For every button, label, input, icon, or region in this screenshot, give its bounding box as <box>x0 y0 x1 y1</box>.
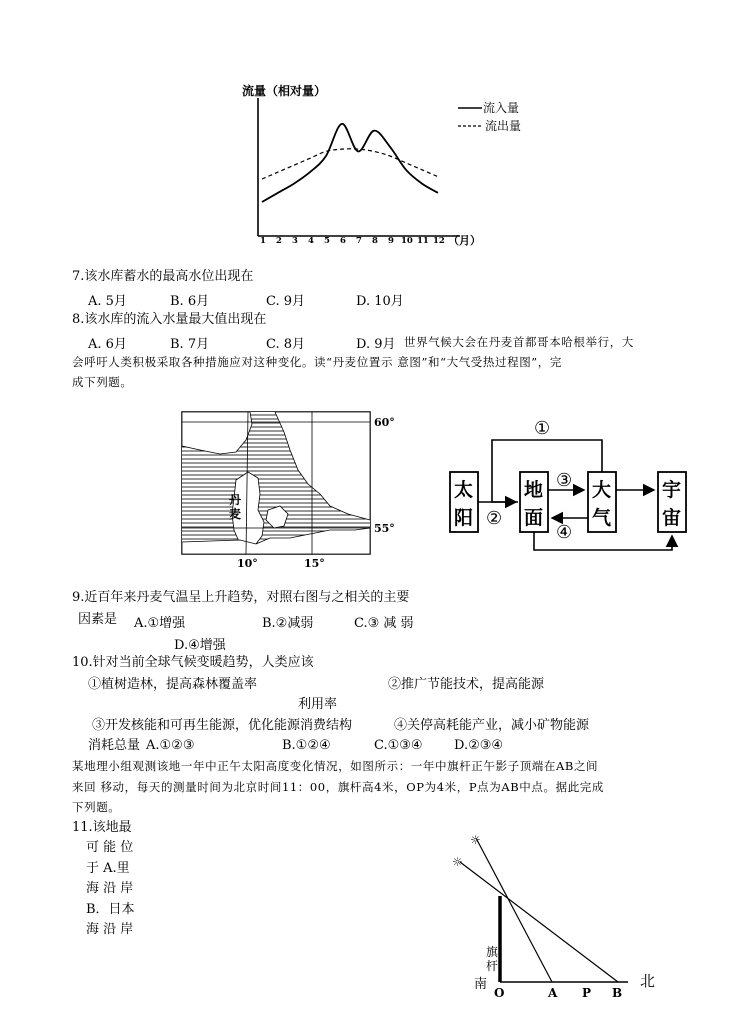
q8-option-a: A. 6月 <box>88 337 127 352</box>
arrow-1-label: ① <box>534 418 551 439</box>
q9-line1: 9.近百年来丹麦气温呈上升趋势，对照右图与之相关的主要 <box>72 590 410 605</box>
q10-option-c: C.①③④ <box>374 738 423 753</box>
q8-option-d: D. 9月 <box>356 337 396 352</box>
arrow-4-label: ④ <box>556 522 573 543</box>
q11-line2: 可 能 位 <box>86 840 134 855</box>
x-tick-label: 4 <box>308 236 314 246</box>
lon-15-label: 15° <box>304 557 325 570</box>
x-tick-label: 12 <box>433 236 445 246</box>
x-tick-label: 2 <box>276 236 282 246</box>
x-tick-label: 1 <box>260 236 266 246</box>
pole-label-1: 旗 <box>486 945 499 959</box>
arrow-2-label: ② <box>486 508 503 529</box>
flagpole-shadow-diagram <box>448 826 668 998</box>
q7-option-d: D. 10月 <box>356 294 404 309</box>
sun-label-1: 太 <box>454 479 474 501</box>
flow-chart <box>238 80 538 250</box>
q9-prefix: 因素是 <box>78 612 118 627</box>
q7-option-c: C. 9月 <box>266 294 306 309</box>
sun-ray-low <box>460 862 618 982</box>
space-label-1: 宇 <box>662 479 682 501</box>
q10-item-2-cont: 利用率 <box>298 697 338 712</box>
q10-option-b: B.①②④ <box>282 738 331 753</box>
q8-stem: 8.该水库的流入水量最大值出现在 <box>72 312 267 327</box>
arrow-3-label: ③ <box>556 470 573 491</box>
x-tick-label: 3 <box>292 236 298 246</box>
passage1-line1: 世界气候大会在丹麦首都哥本哈根举行，大 <box>404 335 634 349</box>
point-o: O <box>494 986 505 998</box>
q9-option-c: C.③ 减 弱 <box>354 616 414 631</box>
pole-label-2: 杆 <box>486 959 499 973</box>
passage2-line3: 下列题。 <box>72 800 121 814</box>
north-label: 北 <box>640 972 656 990</box>
q8-option-c: C. 8月 <box>266 337 306 352</box>
legend-inflow-label: 流入量 <box>483 101 520 115</box>
q10-option-d: D.②③④ <box>454 738 504 753</box>
south-label: 南 <box>474 977 488 992</box>
q10-item-3: ③开发核能和可再生能源，优化能源消费结构 <box>92 718 353 733</box>
arrow-ground-space <box>534 532 672 550</box>
q8-option-b: B. 7月 <box>170 337 210 352</box>
lon-10-label: 10° <box>237 557 258 570</box>
ground-label-2: 面 <box>524 507 544 529</box>
x-tick-label: 8 <box>372 236 378 246</box>
q9-option-d: D.④增强 <box>174 638 226 653</box>
sun-label-2: 阳 <box>454 507 474 529</box>
q7-stem: 7.该水库蓄水的最高水位出现在 <box>72 269 254 284</box>
passage2-line1: 某地理小组观测该地一年中正午太阳高度变化情况，如图所示：一年中旗杆正午影子顶端在AB之间 <box>72 759 599 773</box>
q11-line4: 海 沿 岸 <box>86 881 134 896</box>
x-tick-label: 7 <box>356 236 362 246</box>
q11-line1: 11.该地最 <box>72 820 132 835</box>
x-axis-unit: （月） <box>448 234 481 247</box>
passage2-line2: 来回 移动，每天的测量时间为北京时间11：00，旗杆高4米，OP为4米，P点为AB中点。据此完成 <box>72 780 605 794</box>
q10-stem: 10.针对当前全球气候变暖趋势，人类应该 <box>72 655 314 670</box>
q10-item-4-cont: 消耗总量 <box>88 738 141 753</box>
inflow-series-line <box>262 124 438 202</box>
country-label-1: 丹 <box>229 493 242 507</box>
q9-option-b: B.②减弱 <box>262 616 314 631</box>
x-tick-label: 11 <box>417 236 429 246</box>
q7-option-b: B. 6月 <box>170 294 210 309</box>
lat-60-label: 60° <box>374 416 395 429</box>
q10-option-a: A.①②③ <box>146 738 195 753</box>
point-p: P <box>582 986 592 998</box>
atmosphere-heating-diagram <box>446 410 691 558</box>
legend-outflow-label: 流出量 <box>485 119 522 133</box>
denmark-map <box>180 410 405 570</box>
q10-item-2: ②推广节能技术，提高能源 <box>388 677 545 692</box>
q11-line6: 海 沿 岸 <box>86 922 134 937</box>
sun-icon: ☼ <box>470 833 481 847</box>
ground-label-1: 地 <box>524 479 544 501</box>
passage1-line2: 会呼吁人类积极采取各种措施应对这种变化。读“丹麦位置示 意图”和“大气受热过程图”，完 <box>72 355 562 369</box>
x-tick-label: 10 <box>401 236 413 246</box>
q11-line5: B．日本 <box>86 902 135 917</box>
x-tick-label: 9 <box>388 236 394 246</box>
q10-item-4: ④关停高耗能产业，减小矿物能源 <box>394 718 590 733</box>
x-tick-label: 6 <box>340 236 346 246</box>
x-tick-label: 5 <box>324 236 330 246</box>
q10-item-1: ①植树造林，提高森林覆盖率 <box>88 677 258 692</box>
q11-line3: 于 A.里 <box>86 861 130 876</box>
atmosphere-label-1: 大 <box>592 479 612 501</box>
country-label-2: 麦 <box>229 507 242 521</box>
sun-icon: ☼ <box>452 855 463 869</box>
point-a: A <box>548 986 558 998</box>
q9-option-a: A.①增强 <box>134 616 186 631</box>
q7-option-a: A. 5月 <box>88 294 127 309</box>
y-axis-label: 流量（相对量） <box>242 84 327 98</box>
passage1-line3: 成下列题。 <box>72 375 133 389</box>
atmosphere-label-2: 气 <box>592 507 612 529</box>
space-label-2: 宙 <box>662 507 682 529</box>
lat-55-label: 55° <box>374 522 395 535</box>
point-b: B <box>612 986 623 998</box>
